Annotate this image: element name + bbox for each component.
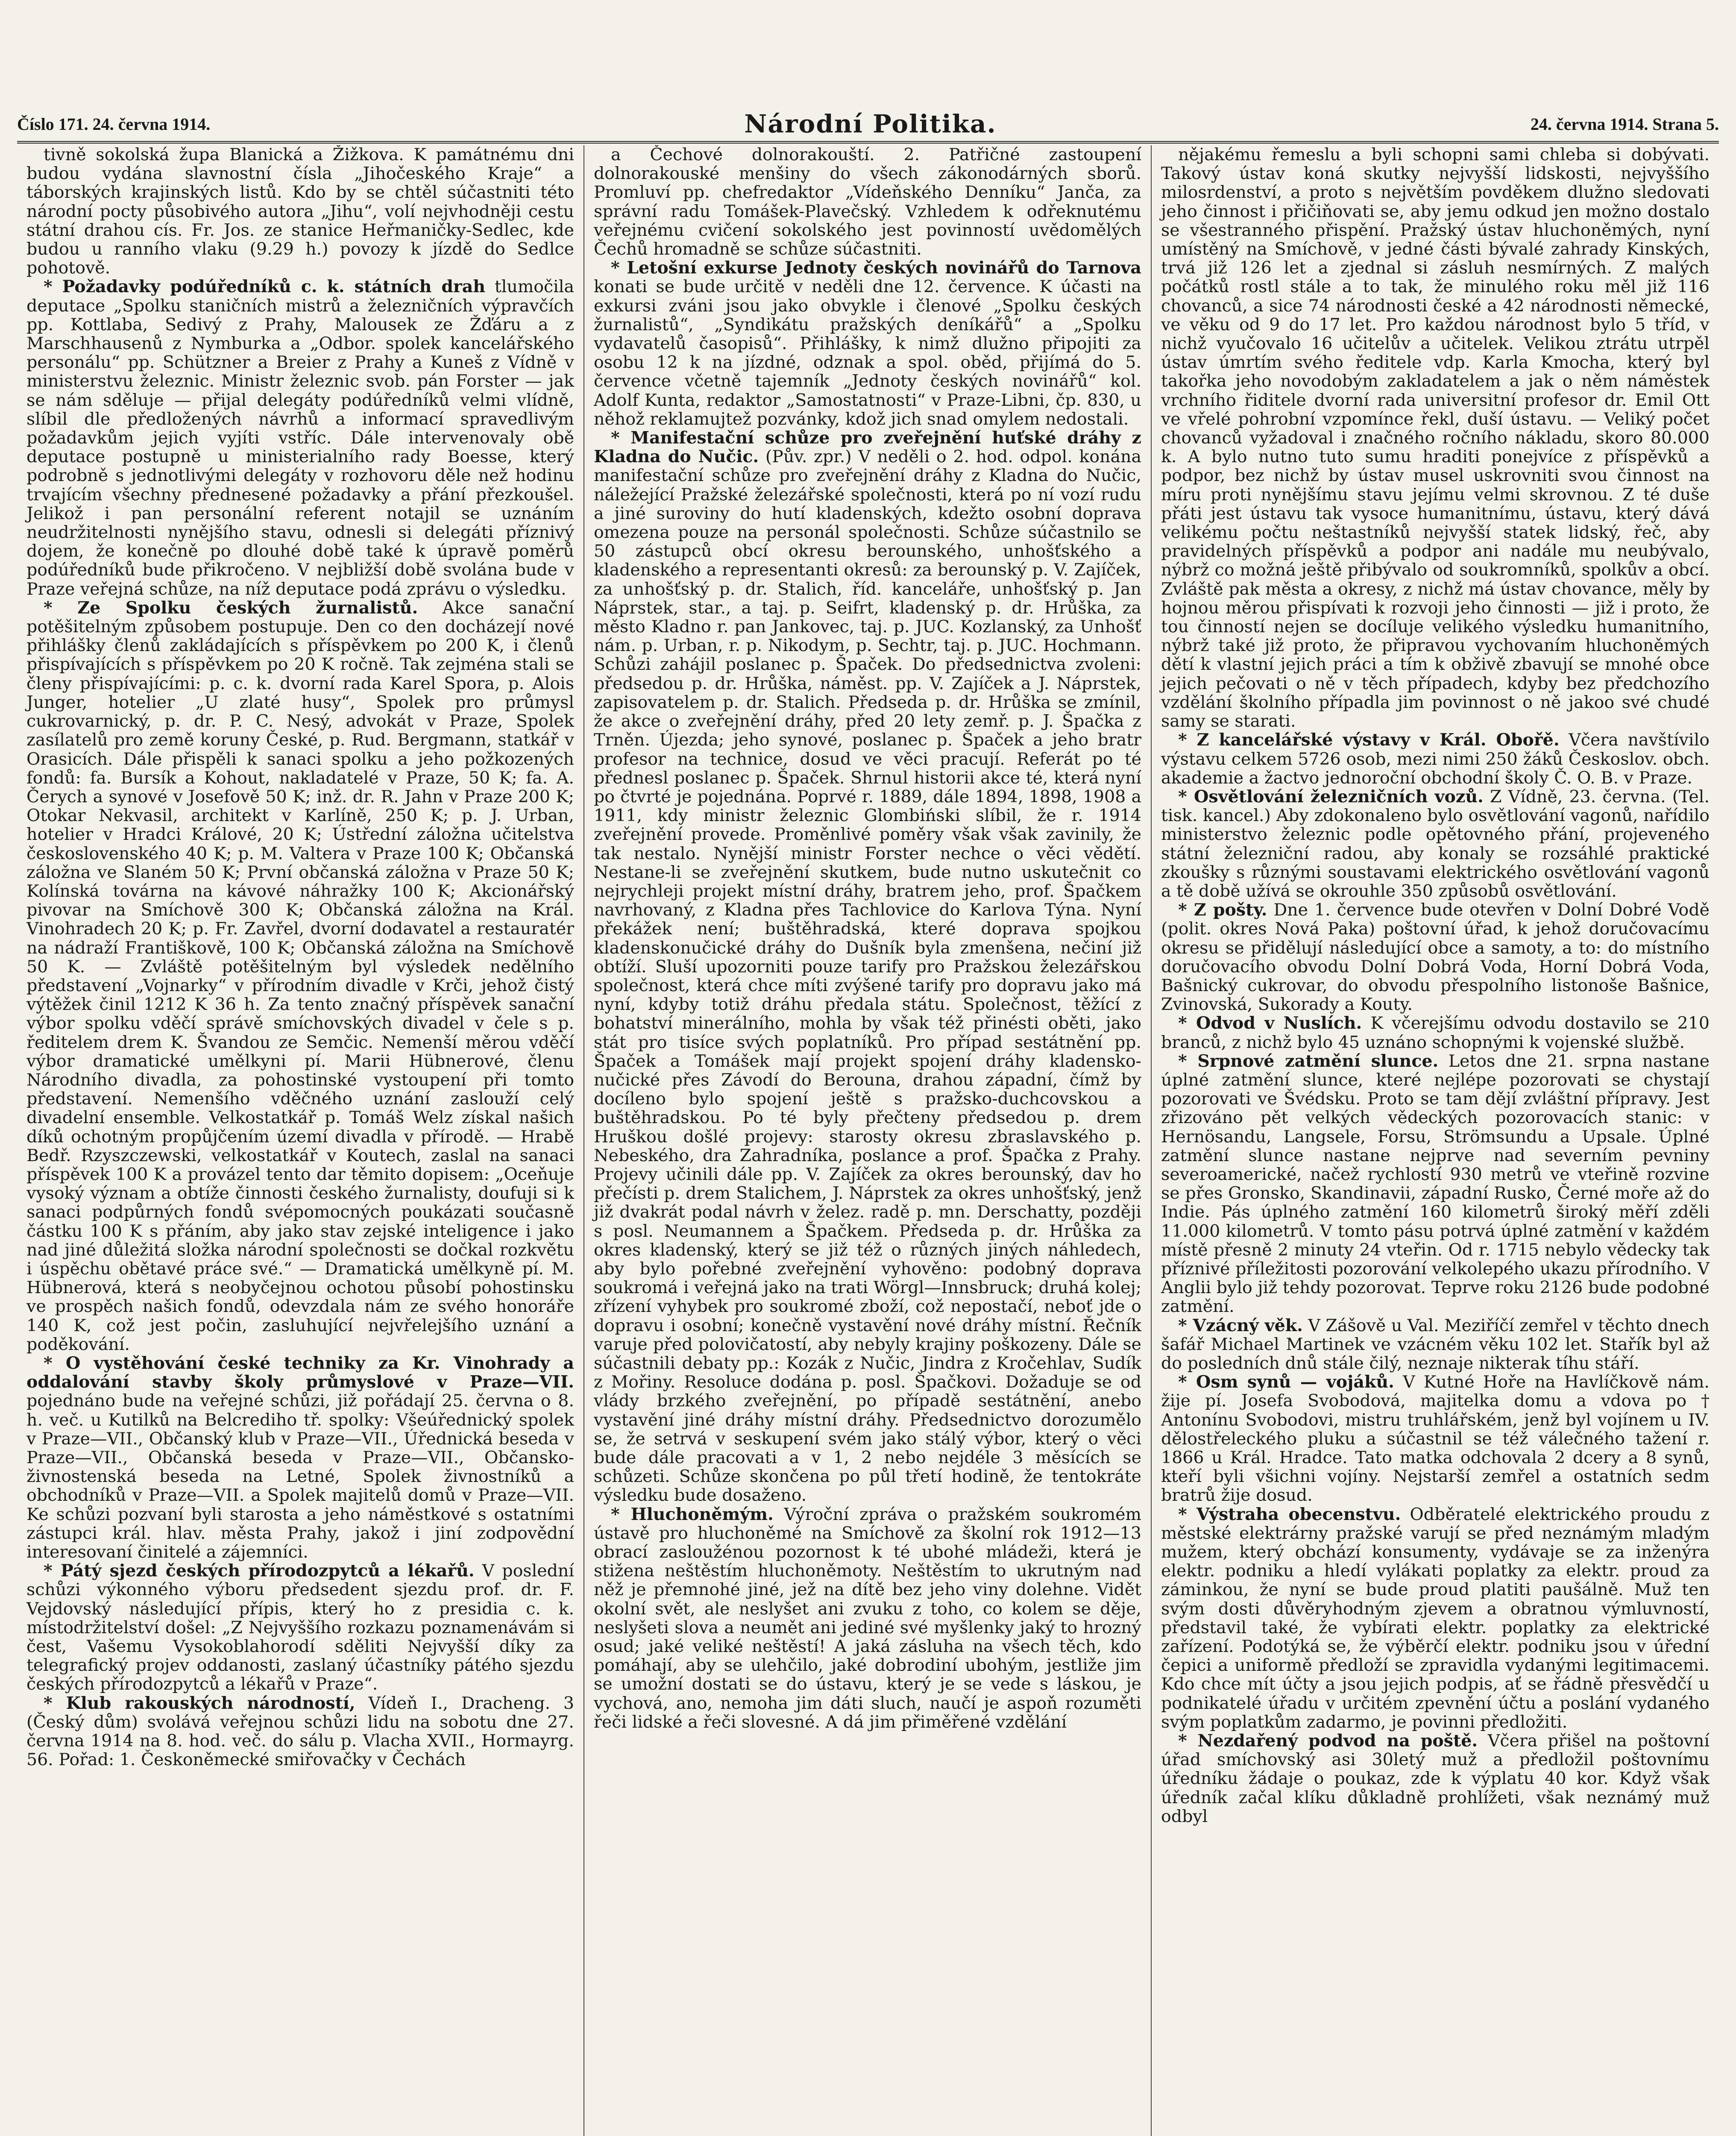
article-headline: * Osvětlování železničních vozů. — [1178, 786, 1484, 807]
article-headline: * Z kancelářské výstavy v Král. Obořě. — [1178, 730, 1560, 750]
article-text: V Kutné Hoře na Havlíčkově nám. žije pí. Josefa Svobodová, majitelka domu a vdova po † Antonínu Svobodovi, mistru truhlářském, jenž byl vojínem u IV. dělostřeleckého pluku a súčastnil se též válečného tažení r. 1866 u Král. Hradce. Tato matka odchovala 2 dcery a 8 synů, kteří byli všichni vojíny. Nejstarší zemřel a ostatních sedm bratrů žije dosud. — [1161, 1372, 1710, 1505]
article-paragraph — [1161, 787, 1710, 901]
article-headline: * Požadavky podúředníků c. k. státních drah — [44, 277, 486, 297]
article-paragraph — [1161, 1052, 1710, 1316]
article-text: Dne 1. července bude otevřen v Dolní Dobré Vodě (polit. okres Nová Paka) poštovní úřad, k jehož doručovacímu okresu se přidělují následující obce a samoty, a to: do místního doručovacího obvodu Dolní Dobrá Voda, Horní Dobrá Voda, Bašnický cukrovar, do obvodu přespolního listonoše Bašnice, Zvinovská, Sukorady a Kouty. — [1161, 900, 1710, 1015]
article-text: tlumočila deputace „Spolku staničních mistrů a železničních výpravčích pp. Kottlaba, Sedivý z Prahy, Malousek ze Žďáru a z Marschhausenů z Nymburka a „Odbor. spolek kancelářského personálu“ pp. Schützner a Breier z Prahy a Kuneš z Vídně v ministerstvu železnic. Ministr železnic svob. pán Forster — jak se nám sděluje — přijal delegáty podúředníků velmi vlídně, slíbil dle předložených návrhů a informací spravedlivým požadavkům jejich vyjíti vstříc. Dále intervenovaly obě deputace postupně u ministerialního rady Boesse, který podrobně s jednotlivými delegáty v rozhovoru děle než hodinu trvajícím všechny přednesené požadavky a přání přezkoušel. Jelikož i pan personální referent notajil se uznáním neudržitelnosti nynějšího stavu, odnesli si delegáti příznivý dojem, že konečně po dlouhé době také k úpravě poměrů podúředníků bude přikročeno. V nejbližší době svolána bude v Praze veřejná schůze, na níž deputace podá zprávu o výsledku. — [26, 277, 574, 599]
article-headline: * Letošní exkurse Jednoty českých novinářů do Tarnova — [611, 258, 1141, 278]
article-text: Výroční zpráva o pražském soukromém ústavě pro hluchoněmé na Smíchově za školní rok 1912—13 obrací zasloužénou pozornost k té ubohé mládeži, která je stižena neštěstím hluchoněmoty. Neštěstím to ukrutným nad něž je přemnohé jiné, jež na dítě bez jeho viny dolehne. Vidět okolní svět, ale neslyšet ani zvuku z toho, co kolem se děje, neslyšeti slova a neumět ani jediné své myšlenky jaký to hrozný osud; jaké veliké neštěstí! A jaká zásluha na všech těch, kdo pomáhají, aby se ulehčilo, jaké dobrodiní ubohým, jestliže jim se umožní dostati se do ústavu, který je se vede s láskou, je vychová, ano, nemoha jim dáti sluch, naučí je aspoň rozuměti řeči lidské a řeči slovesné. A dá jim přiměřené vzdělání — [594, 1504, 1141, 1732]
article-paragraph — [26, 145, 574, 277]
article-paragraph — [1161, 1014, 1710, 1051]
article-paragraph — [1161, 1731, 1710, 1826]
article-text: (Pův. zpr.) V neděli o 2. hod. odpol. konána manifestační schůze pro zveřejnění dráhy z Kladna do Nučic, náležející Pražské železářské společnosti, která po ní vozí rudu a jiné suroviny do hutí kladenských, kdežto osobní doprava omezena pouze na personál společnosti. Schůze súčastnilo se 50 zástupců obcí okresu berounského, unhošťského a kladenského a representanti okresů: za berounský p. V. Zajíček, za unhošťský p. dr. Stalich, říd. kanceláře, unhošťský p. Jan Náprstek, star., a taj. p. Seifrt, kladenský p. dr. Hrůška, za město Kladno r. pan Jankovec, taj. p. JUC. Kozlanský, za Unhošť nám. p. Urban, r. p. Nikodym, p. Sechtr, taj. p. JUC. Hochmann. Schůzi zahájil poslanec p. Špaček. Do předsednictva zvoleni: předsedou p. dr. Hrůška, náměst. pp. V. Zajíček a J. Náprstek, zapisovatelem p. dr. Stalich. Předseda p. dr. Hrůška se zmínil, že akce o zveřejnění dráhy, před 20 lety zemř. p. J. Špačka z Trněn. Újezda; jeho synové, poslanec p. Špaček a jeho bratr profesor na technice, dosud ve věci pracují. Referát po té přednesl poslanec p. Špaček. Shrnul historii akce té, která nyní po čtvrté je pojednána. Poprvé r. 1889, dále 1894, 1898, 1908 a 1911, kdy ministr železnic Glombiński slíbil, že r. 1914 zveřejnění provede. Proměnlivé poměry však však zavinily, že tak nestalo. Nynější ministr Forster nechce o věci vědětí. Nestane-li se zveřejnění skutkem, bude nutno uskutečnit co nejrychleji projekt místní dráhy, bratrem jeho, prof. Špačkem navrhovaný, z Kladna přes Tachlovice do Karlova Týna. Nyní překážek není; buštěhradská, které doprava spojkou kladenskonučické dráhy do Dušník byla zmenšena, nečiní již obtíží. Sluší upozorniti pouze tarify pro Pražskou železářskou společnost, která chce míti zvýšené tarify pro dopravu jako má nyní, kdyby totiž dráhu předala státu. Společnost, těžící z bohatství minerálního, mohla by však též přinésti oběti, jako stát pro tisíce svých poplatníků. Pro případ sestátnění pp. Špaček a Tomášek mají projekt spojení dráhy kladensko-nučické přes Závodí do Berouna, drahou západní, čímž by docíleno bylo spojení ještě s pražsko-duchcovskou a buštěhradskou. Po té byly přečteny předsedou p. drem Hruškou došlé projevy: starosty okresu zbraslavského p. Nebeského, dra Zahradníka, poslance a prof. Špačka z Prahy. Projevy učinili dále pp. V. Zajíček za okres berounský, dav ho přečísti p. drem Stalichem, J. Náprstek za okres unhošťský, jenž již dvakrát podal návrh v želez. radě p. mn. Derschatty, později s posl. Neumannem a Špačkem. Předseda p. dr. Hrůška za okres kladenský, který se již též o různých jiných náhledech, aby bylo pořebné zveřejnění vyhověno: podobný doprava soukromá i veřejná jako na trati Wörgl—Innsbruck; druhá kolej; zřízení vyhybek pro soukromé zboží, což nepostačí, neboť jde o dopravu i osobní; konečně vystavění nové dráhy místní. Řečník varuje před polovičatostí, aby nebyly krajiny poškozeny. Dále se súčastnili debaty pp.: Kozák z Nučic, Jindra z Kročehlav, Sudík z Mořiny. Resoluce dodána p. posl. Špačkovi. Dožaduje se od vlády brzkého zveřejnění, po případě sestátnění, anebo vystavění jiné dráhy místní dráhy. Předsednictvo dorozumělo se, že setrvá v seskupení svém jako stálý výbor, který o věci bude dále pracovati a v 1, 2 nebo nejdéle 3 měsících se schůzeti. Schůze skončena po půl třetí hodině, že tentokráte výsledku bude dosaženo. — [594, 447, 1142, 1505]
article-text: tivně sokolská župa Blanická a Žižkova. K památnému dni budou vydána slavnostní čísla „Jihočeského Kraje“ a táborských krajinských listů. Kdo by se chtěl súčastniti této národní pocty působivého autora „Jihu“, volí nejvhodněji cestu státní drahou cís. Fr. Jos. ze stanice Heřmaničky-Sedlec, kde budou u ranního vlaku (9.29 h.) povozy k jízdě do Sedlce pohotově. — [26, 145, 574, 278]
article-text: V poslední schůzi výkonného výboru předsedent sjezdu prof. dr. F. Vejdovský následující přípis, který ho z presidia c. k. místodržitelství došel: „Z Nejvyššího rozkazu poznamenávám si čest, Vašemu Vysokoblahorodí sděliti Nejvyšší díky za telegrafický projev oddanosti, zaslaný účastníky pátého sjezdu českých přírodozpytců a lékařů v Praze“. — [26, 1561, 574, 1694]
article-paragraph — [1161, 145, 1710, 731]
article-headline: * Manifestační schůze pro zveřejnění huťské dráhy z Kladna do Nučic. — [594, 428, 1141, 467]
article-text: Akce sanační potěšitelným způsobem postupuje. Den co den docházejí nové přihlášky členů zakládajících s příspěvkem po 200 K, i členů přispívajících s příspěvkem po 20 K ročně. Tak zejména stali se členy přispívajícími: p. c. k. dvorní rada Karel Spora, p. Alois Junger, hotelier „U zlaté husy“, Spolek pro průmysl cukrovarnický, p. dr. P. C. Nesý, advokát v Praze, Spolek zasílatelů pro země koruny České, p. Rud. Bergmann, statkář v Orasicích. Dále přispěli k sanaci spolku a jeho požkozených fondů: fa. Bursík a Kohout, nakladatelé v Praze, 50 K; fa. A. Čerych a synové v Josefově 50 K; inž. dr. R. Jahn v Praze 200 K; Otokar Nekvasil, architekt v Karlíně, 250 K; p. J. Urban, hotelier v Hradci Králové, 20 K; Ústřední záložna učitelstva československého 40 K; p. M. Valtera v Praze 100 K; Občanská záložna ve Slaném 50 K; První občanská záložna v Praze 50 K; Kolínská továrna na kávové náhražky 100 K; Akcionářský pivovar na Smíchově 300 K; Občanská záložna na Král. Vinohradech 20 K; p. Fr. Zavřel, dvorní dodavatel a restauratér na nádraží Františkově, 100 K; Občanská záložna na Smíchově 50 K. — Zvláště potěšitelným byl výsledek nedělního představení „Vojnarky“ v přírodním divadle v Krči, jehož čistý výtěžek činil 1212 K 36 h. Za tento značný příspěvek sanační výbor spolku vděčí správě smíchovských divadel v čele s p. ředitelem drem K. Švandou ze Semčic. Nemenší měrou vděčí výbor dramatické umělkyni pí. Marii Hübnerové, členu Národního divadla, za pohostinské vystoupení při tomto představení. Nemenšího vděčného uznání zaslouží celý divadelní ensemble. Velkostatkář p. Tomáš Welz získal našich díků ochotným propůjčením území divadla v přírodě. — Hrabě Bedř. Rzyszczewski, velkostatkář v Koutech, zaslal na sanaci příspěvek 100 K a provázel tento dar těmito dopisem: „Oceňuje vysoký význam a obtíže činnosti českého žurnalisty, doufuji si k sanaci podpůrných fondů svépomocných poukázati současně částku 100 K s přáním, aby jako stav zejské inteligence i jako nad jiné důležitá složka národní společnosti se dočkal rozkvětu i úspěchu obětavé práce své.“ — Dramatická umělkyně pí. M. Hübnerová, která s neobyčejnou ochotou působí pohostinsku ve prospěch našich fondů, odevzdala nám ze svého honoráře 140 K, což jest počin, zasluhující nejvřelejšího uznání a poděkování. — [26, 598, 574, 1354]
article-paragraph — [26, 1354, 574, 1561]
article-text: Z Vídně, 23. června. (Tel. tisk. kancel.) Aby zdokonaleno bylo osvětlování vagonů, nařídilo ministerstvo železnic podle opětovného přání, projeveného státní železniční radou, aby konaly se rozsáhlé praktické zkoušky s různými soustavami elektrického osvětlování vagonů a tě době užívá se okrouhle 350 způsobů osvětlování. — [1161, 786, 1710, 901]
article-headline: * Odvod v Nuslích. — [1178, 1013, 1362, 1033]
article-paragraph — [1161, 1505, 1710, 1731]
article-paragraph — [1161, 1373, 1710, 1505]
article-text: nějakému řemeslu a byli schopni sami chleba si dobývati. Takový ústav koná skutky nejvyšší lidskosti, nejvyššího milosrdenství, a proto s největším povděkem dlužno sledovati jeho činnost i přičiňovati se, aby jemu odkud jen možno dostalo se všestranného přispění. Pražský ústav hluchoněmých, nyní umístěný na Smíchově, v jedné části bývalé zahrady Kinských, trvá již 126 let a zjednal si zásluh nesmírných. Z malých počátků rostl stále a to tak, že minulého roku měl již 116 chovanců, a sice 74 národnosti české a 42 národnosti německé, ve věku od 9 do 17 let. Pro každou národnost bylo 5 tříd, v nichž vyučovalo 16 učitelův a učitelek. Velikou ztrátu utrpěl ústav úmrtím svého ředitele vdp. Karla Kmocha, který byl takořka jeho novodobým zakladatelem a jak o něm náměstek vrchního řiditele dvorní rada universitní profesor dr. Emil Ott ve vřelé pohrobní vzpomínce řekl, duší ústavu. — Veliký počet chovanců vyžadoval i značného ročního nákladu, skoro 80.000 k. A bylo nutno tuto sumu hraditi ponejvíce z příspěvků a podpor, bez nichž by ústav musel uskrovniti svou činnost na míru proti nynějšímu stavu jejímu velmi skrovnou. Z té duše přáti jest ústavu tak vysoce humanitnímu, ústavu, který dává velikému počtu neštastníků nejvyšší statek lidský, řeč, aby pravidelných příspěvků a podpor ani nadále mu neubývalo, nýbrž co možná ještě přibývalo od soukromníků, spolkův a obcí. Zvláště pak města a okresy, z nichž má ústav chovance, měly by hojnou měrou přispívati k rozvoji jeho činnosti — již i proto, že tou činností nejen se docíluje velikého výsledku humanitního, nýbrž také již proto, že připravou vychovaním hluchoněmých dětí k vlastní jejich práci a tím k obživě zbavují se mnohé obce jejich pečovati o ně v těch případech, kdyby bez předchozího vzdělání školního případla jim povinnost o ně jakoo své chudé samy se starati. — [1161, 145, 1710, 731]
article-paragraph — [594, 428, 1141, 1505]
date-page-number: 24. června 1914. Strana 5. — [1530, 114, 1719, 134]
article-text: Vídeň I., Dracheng. 3 (Český dům) svolává veřejnou schůzi lidu na sobotu dne 27. června 1914 na 8. hod. več. do sálu p. Vlacha XVII., Hormayrg. 56. Pořad: 1. Českoněmecké smiřovačky v Čechách — [26, 1693, 574, 1770]
article-headline: * Klub rakouských národností, — [44, 1693, 355, 1713]
article-headline: * Osm synů — vojáků. — [1178, 1372, 1394, 1392]
article-headline: * Nezdařený podvod na poště. — [1178, 1731, 1478, 1751]
article-text: Včera přišel na poštovní úřad smíchovský asi 30letý muž a předložil poštovnímu úředníku žádaje o poukaz, zde k výplatu 40 kor. Když však úředník začal klíku důkladně prohlížeti, však neznámý muž odbyl — [1161, 1731, 1710, 1826]
article-paragraph — [26, 277, 574, 598]
article-headline: * Vzácný věk. — [1178, 1315, 1303, 1335]
article-text: konati se bude určitě v neděli dne 12. července. K účasti na exkursi zváni jsou jako obvykle i členové „Spolku českých žurnalistů“, „Syndikátu pražských deníkářů“ a „Spolku vydavatelů časopisů“. Přihlášky, k nimž dlužno připojiti za osobu 12 k na jízdné, odznak a spol. oběd, přijímá do 5. července včetně tajemník „Jednoty českých novinářů“ kol. Adolf Kunta, redaktor „Samostatnosti“ v Praze-Libni, čp. 830, u něhož reklamujtež pozvánky, kdož jich snad omylem nedostali. — [594, 277, 1141, 429]
issue-number-date: Číslo 171. 24. června 1914. — [17, 114, 211, 134]
article-columns — [17, 145, 1719, 2136]
article-paragraph — [1161, 901, 1710, 1014]
article-paragraph — [594, 145, 1141, 258]
article-paragraph — [594, 1505, 1141, 1731]
article-text: K včerejšímu odvodu dostavilo se 210 branců, z nichž bylo 45 uznáno schopnými k vojenské službě. — [1161, 1013, 1710, 1052]
article-headline: * O vystěhování české techniky za Kr. Vinohrady a oddalování stavby školy průmyslové v Praze—VII. — [26, 1353, 574, 1392]
article-headline: * Z pošty. — [1178, 900, 1267, 920]
article-paragraph — [594, 258, 1141, 428]
text-column-2 — [584, 145, 1152, 2136]
article-text: pojednáno bude na veřejné schůzi, již pořádají 25. června o 8. h. več. u Kutilků na Belcrediho tř. spolky: Všeúřednický spolek v Praze—VII., Občanský klub v Praze—VII., Úřednická beseda v Praze—VII., Občanská beseda v Praze—VII., Občansko-živnostenská beseda na Letné, Spolek živnostníků a obchodníků v Praze—VII. a Spolek majitelů domů v Praze—VII. Ke schůzi pozvaní byli starosta a jeho náměstkové s ostatními zástupci král. hlav. města Prahy, jakož i jiní zodpovědní interesovaní činitelé a zájemníci. — [26, 1391, 574, 1562]
article-text: V Zášově u Val. Meziříčí zemřel v těchto dnech šafář Michael Martinek ve vzácném věku 102 let. Stařík byl až do posledních dnů stále čilý, neznaje nikterak tíhu stáří. — [1161, 1315, 1710, 1373]
article-paragraph — [1161, 1316, 1710, 1373]
article-paragraph — [26, 599, 574, 1354]
article-text: Včera navštívilo výstavu celkem 5726 osob, mezi nimi 250 žáků Českoslov. obch. akademie a žactvo jednoroční obchodní školy Č. O. B. v Praze. — [1161, 730, 1710, 788]
article-paragraph — [26, 1561, 574, 1693]
article-headline: * Pátý sjezd českých přírodozpytců a lékařů. — [44, 1561, 475, 1581]
article-text: Letos dne 21. srpna nastane úplné zatmění slunce, které nejlépe pozorovati se chystají pozorovati ve Švédsku. Proto se tam dějí zvláštní přípravy. Jest zřizováno pět velkých vědeckých pozorovacích stanic: v Hernösandu, Langsele, Forsu, Strömsundu a Upsale. Úplné zatmění slunce nastane nejprve nad severním pevniny severoamerické, načež rychlostí 930 metrů ve vteřině rozvine se přes Gronsko, Skandinavii, západní Rusko, Černé moře až do Indie. Pás úplného zatmění 160 kilometrů široký měří zděli 11.000 kilometrů. V tomto pásu potrvá úplné zatmění v každém místě přesně 2 minuty 24 vteřin. Od r. 1715 nebylo vědecky tak příznivé příležitosti pozorování velkolepého ukazu přírodního. V Anglii bylo již tehdy pozorovat. Teprve roku 2126 bude podobné zatmění. — [1161, 1051, 1710, 1317]
article-headline: * Ze Spolku českých žurnalistů. — [44, 598, 418, 618]
article-paragraph — [1161, 731, 1710, 787]
article-paragraph — [26, 1694, 574, 1769]
article-headline: * Hluchoněmým. — [611, 1504, 774, 1524]
article-headline: * Srpnové zatmění slunce. — [1178, 1051, 1439, 1071]
newspaper-title: Národní Politika. — [744, 109, 997, 138]
text-column-3 — [1152, 145, 1719, 2136]
article-headline: * Výstraha obecenstvu. — [1178, 1504, 1401, 1524]
article-text: a Čechové dolnorakouští. 2. Patřičné zastoupení dolnorakouské menšiny do všech zákonodárných sborů. Promluví pp. chefredaktor „Vídeňského Denníku“ Janča, za správní radu Tomášek-Plavečský. Vzhledem k odřeknutému veřejnému cvičení sokolského jest povinností uvědomělých Čechů hromadně se schůze súčastniti. — [594, 145, 1141, 259]
article-text: Odběratelé elektrického proudu z městské elektrárny pražské varují se před neznámým mladým mužem, který obchází konsumenty, vydávaje se za inženýra elektr. podniku a hledí vylákati poplatky za elektr. proud za záminkou, že nyní se bude proud platiti paušálně. Muž ten svým dosti důvěryhodným zjevem a obratnou výmluvností, představil také, že vybírati elektr. poplatky za elektrické zařízení. Podotýká se, že výběrčí elektr. podniku jsou v úřední čepici a uniformě předloží se zpravidla vydanými legitimacemi. Kdo chce mít účty a jsou jejich podpis, ať se řádně přesvědčí u podnikatelé úřadu v určitém zpevnění účtu a poslání vydaného svým poplatkům zadarmo, je povinni předložiti. — [1161, 1504, 1710, 1732]
text-column-1 — [17, 145, 584, 2136]
masthead — [17, 107, 1719, 144]
